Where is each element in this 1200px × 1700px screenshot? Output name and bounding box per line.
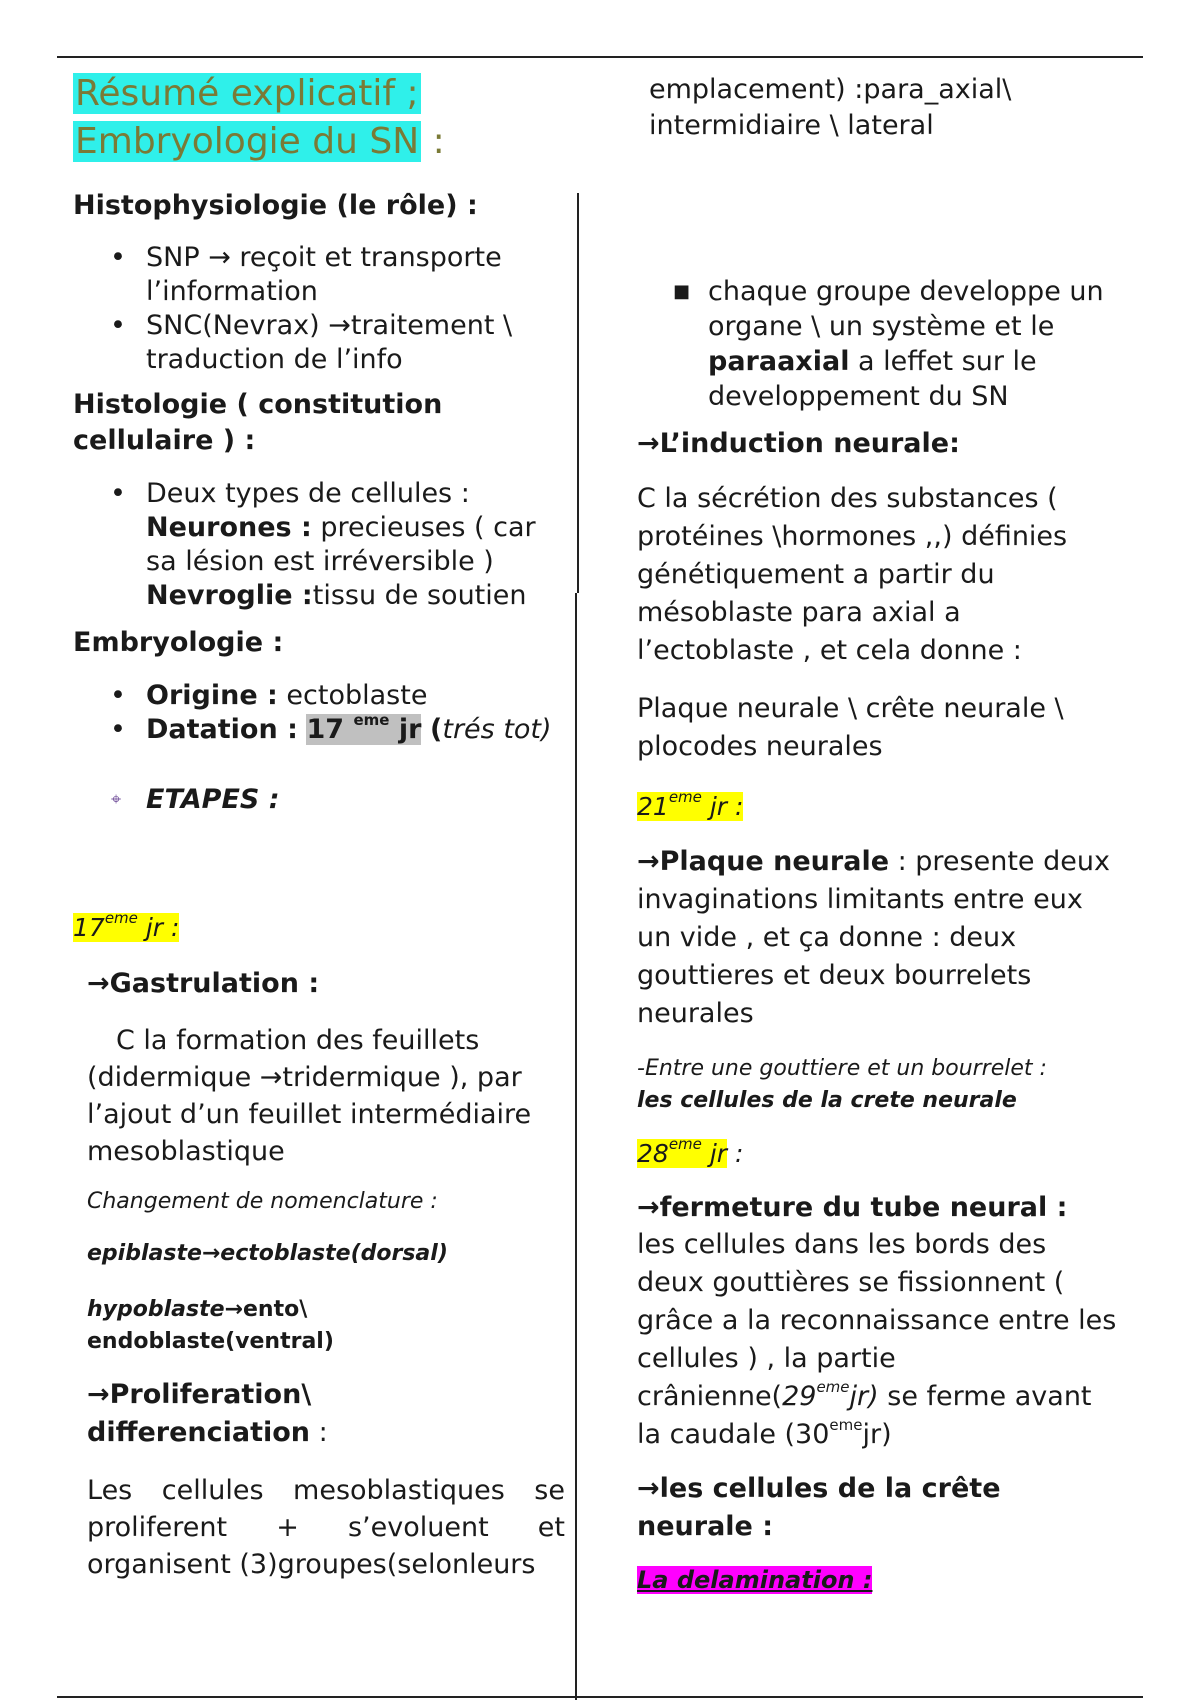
column-divider-upper (577, 193, 579, 593)
list-item: • Datation : 17 $^{eme}$ jr (trés tot) (110, 711, 552, 745)
right-body (637, 274, 1117, 1594)
histophysiologie-heading: Histophysiologie (le rôle) : (73, 190, 478, 221)
proliferation-text: Les cellules mesoblastiques se proliferent + s’evoluent et organisent (3)groupes(selonleurs (87, 1475, 565, 1580)
column-divider-lower (575, 593, 577, 1700)
nomenclature-line-1: epiblaste→ectoblaste(dorsal) (87, 1241, 448, 1266)
bullet-icon: • (110, 478, 126, 509)
document-title (73, 70, 568, 166)
left-column (73, 70, 568, 166)
list-item: • SNP → reçoit et transporte l’information (110, 242, 502, 307)
day21-label: 21eme jr : (637, 788, 744, 821)
list-item: • Deux types de cellules : Neurones : precieuses ( car sa lésion est irréversible ) Nevroglie :tissu de soutien (110, 478, 536, 611)
left-body (73, 188, 568, 817)
entre-text: -Entre une gouttiere et un bourrelet : (637, 1056, 1047, 1081)
gastrulation-heading: →Gastrulation : (87, 968, 320, 999)
bottom-rule (57, 1696, 1143, 1698)
title-line-2: Embryologie du SN (75, 121, 420, 162)
crosshair-bullet-icon: ⌖ (111, 789, 122, 810)
day17-label: 17eme jr : (73, 909, 180, 942)
nevroglie-label: Nevroglie : (146, 580, 313, 611)
gastrulation-section (87, 966, 567, 1583)
title-line-1: Résumé explicatif ; (75, 73, 419, 114)
plaque-neurale-text: →Plaque neurale : presente deux invaginations limitants entre eux un vide , et ça donne : deux gouttieres et deux bourrelets neurales (637, 846, 1110, 1029)
entre-bold-text: les cellules de la crete neurale (637, 1088, 1017, 1113)
embryologie-list (73, 679, 568, 747)
right-continuation: emplacement) :para_axial\ intermidiaire \ lateral (649, 74, 1012, 141)
histologie-heading: Histologie ( constitution cellulaire ) : (73, 389, 443, 456)
fermeture-text: les cellules dans les bords des deux gouttières se fissionnent ( grâce a la reconnaissance entre les cellules ) , la partie crânienne(29emejr) se ferme avant la caudale (30emejr) (637, 1229, 1117, 1450)
nevroglie-text: tissu de soutien (312, 580, 527, 611)
square-bullet-icon: ■ (673, 281, 691, 302)
day28-label: 28eme jr : (637, 1135, 744, 1168)
proliferation-heading: →Proliferation\ differenciation : (87, 1379, 328, 1448)
list-item: ⌖ ETAPES : (111, 784, 280, 815)
etapes-list (73, 783, 568, 817)
list-item: • Origine : ectoblaste (110, 680, 428, 711)
group-list (637, 274, 1117, 414)
top-rule (57, 56, 1143, 58)
neurones-label: Neurones : (146, 512, 312, 543)
bullet-icon: • (110, 310, 126, 341)
gastrulation-text: C la formation des feuillets (didermique →tridermique ), par l’ajout d’un feuillet intermédiaire mesoblastique (87, 1025, 532, 1167)
plaque-list-text: Plaque neurale \ crête neurale \ plocodes neurales (637, 693, 1064, 762)
delamination-label: La delamination : (637, 1566, 873, 1594)
histophysiologie-list (73, 241, 568, 377)
list-item: ■ chaque groupe developpe un organe \ un système et le paraaxial a leffet sur le developpement du SN (673, 276, 1104, 412)
title-colon: : (421, 121, 445, 162)
crete-heading: →les cellules de la crête neurale : (637, 1473, 1001, 1542)
bullet-icon: • (110, 714, 126, 745)
nomenclature-line-2: hypoblaste→ento\ endoblaste(ventral) (87, 1297, 334, 1354)
bullet-icon: • (110, 680, 126, 711)
bullet-icon: • (110, 242, 126, 273)
fermeture-heading: →fermeture du tube neural : (637, 1192, 1068, 1223)
embryologie-heading: Embryologie : (73, 627, 284, 658)
datation-highlight: 17 $^{eme}$ jr (306, 711, 422, 745)
nomenclature-label: Changement de nomenclature : (87, 1189, 438, 1214)
histologie-list (73, 477, 568, 613)
neurones-text: precieuses ( car sa lésion est irréversible ) (146, 512, 536, 577)
list-item: • SNC(Nevrax) →traitement \ traduction de l’info (110, 310, 513, 375)
induction-text: C la sécrétion des substances ( protéines \hormones ,,) définies génétiquement a partir du mésoblaste para axial a l’ectoblaste , et cela donne : (637, 483, 1068, 666)
induction-heading: →L’induction neurale: (637, 428, 960, 459)
